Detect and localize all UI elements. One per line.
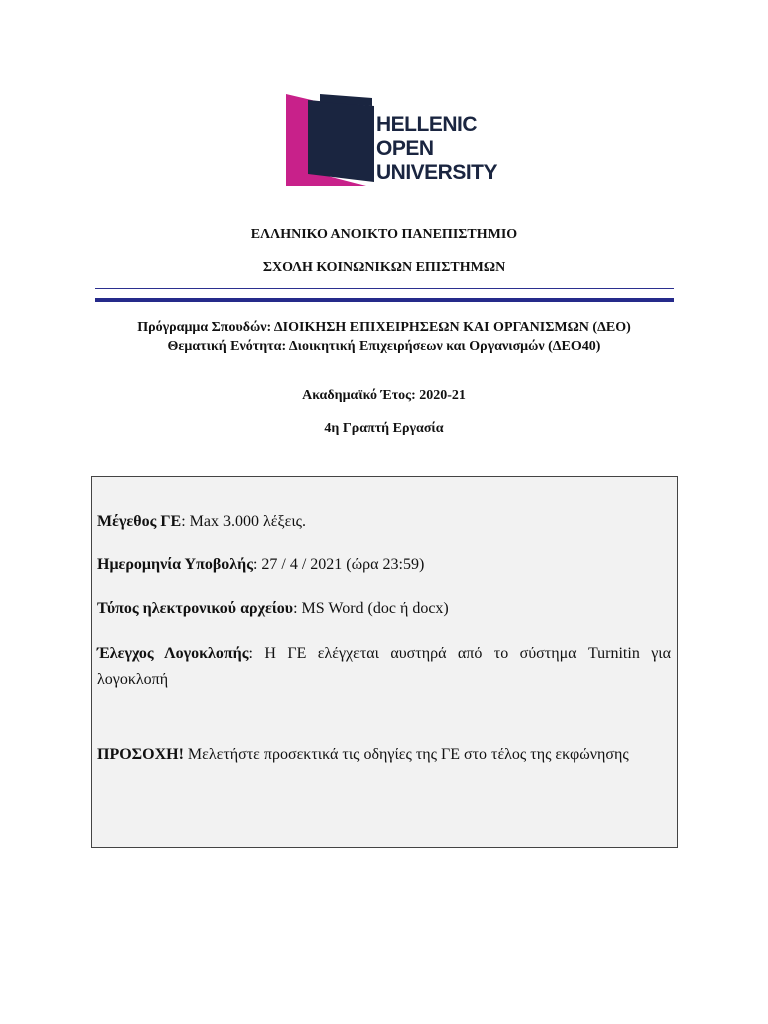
plagiarism-row (97, 641, 671, 693)
date-row (97, 553, 671, 577)
warning-value: Μελετήστε προσεκτικά τις οδηγίες της ΓΕ στο τέλος της εκφώνησης (183, 746, 629, 763)
module-line: Θεματική Ενότητα: Διοικητική Επιχειρήσεων και Οργανισμών (ΔΕΟ40) (167, 339, 601, 354)
divider-thick (95, 298, 674, 302)
plagiarism-label: Έλεγχος Λογοκλοπής (97, 645, 249, 662)
date-label: Ημερομηνία Υποβολής (97, 556, 253, 573)
warning-label: ΠΡΟΣΟΧΗ! (97, 746, 184, 763)
warning-row (97, 740, 671, 770)
school-name: ΣΧΟΛΗ ΚΟΙΝΩΝΙΚΩΝ ΕΠΙΣΤΗΜΩΝ (262, 260, 506, 275)
academic-year: Ακαδημαϊκό Έτος: 2020-21 (302, 388, 466, 403)
assignment-title: 4η Γραπτή Εργασία (324, 421, 444, 436)
size-value: : Max 3.000 λέξεις. (181, 513, 306, 530)
size-row (97, 510, 671, 534)
university-name: ΕΛΛΗΝΙΚΟ ΑΝΟΙΚΤΟ ΠΑΝΕΠΙΣΤΗΜΙΟ (250, 227, 518, 242)
logo-navy-shape (308, 100, 374, 182)
program-line: Πρόγραμμα Σπουδών: ΔΙΟΙΚΗΣΗ ΕΠΙΧΕΙΡΗΣΕΩΝ ΚΑΙ ΟΡΓΑΝΙΣΜΩΝ (ΔΕΟ) (137, 320, 631, 335)
date-value: : 27 / 4 / 2021 (ώρα 23:59) (252, 556, 425, 573)
filetype-label: Τύπος ηλεκτρονικού αρχείου (97, 600, 294, 617)
filetype-row (97, 597, 671, 621)
size-label: Μέγεθος ΓΕ (97, 513, 182, 530)
logo-line-hellenic: HELLENIC (376, 113, 477, 136)
logo-line-open: OPEN (376, 137, 434, 160)
logo-line-university: UNIVERSITY (376, 161, 498, 184)
plagiarism-value: : Η ΓΕ ελέγχεται αυστηρά από το σύστημα Turnitin για λογοκλοπή (97, 645, 671, 688)
filetype-value: : MS Word (doc ή docx) (293, 600, 449, 617)
divider-thin (95, 288, 674, 289)
logo-wordmark (376, 113, 497, 185)
